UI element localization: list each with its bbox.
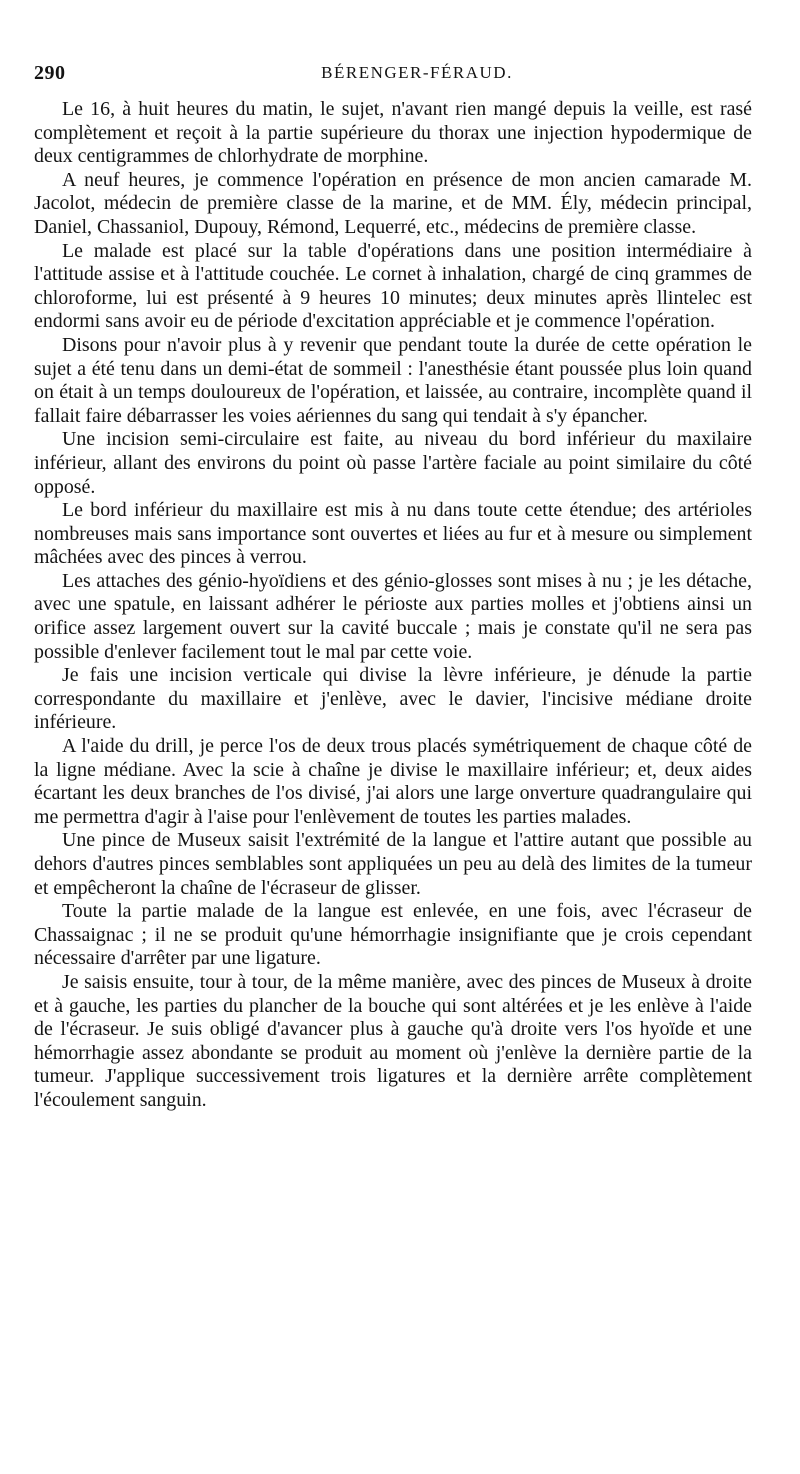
paragraph: Une pince de Museux saisit l'extrémité de la langue et l'attire autant que possible au dehors d'autres pinces semblables sont appliquées un peu au delà des limites de la tumeur et empêcheront la chaîne de l'écraseur de glisser. [34, 829, 752, 899]
paragraph: Je saisis ensuite, tour à tour, de la même manière, avec des pinces de Museux à droite et à gauche, les parties du plancher de la bouche qui sont altérées et je les enlève à l'aide de l'écraseur. Je suis obligé d'avancer plus à gauche qu'à droite vers l'os hyoïde et une hémorrhagie assez abondante se produit au moment où j'enlève la dernière partie de la tumeur. J'applique successivement trois ligatures et la dernière arrête complètement l'écoulement sanguin. [34, 970, 752, 1111]
paragraph: Les attaches des génio-hyoïdiens et des génio-glosses sont mises à nu ; je les détache, avec une spatule, en laissant adhérer le périoste aux parties molles et j'obtiens ainsi un orifice assez largement ouvert sur la cavité buccale ; mais je constate qu'il ne sera pas possible d'enlever facilement tout le mal par cette voie. [34, 569, 752, 663]
paragraph: Je fais une incision verticale qui divise la lèvre inférieure, je dénude la partie correspondante du maxillaire et j'enlève, avec le davier, l'incisive médiane droite inférieure. [34, 664, 752, 734]
paragraph: Une incision semi-circulaire est faite, au niveau du bord inférieur du maxilaire inférieur, allant des environs du point où passe l'artère faciale au point similaire du côté opposé. [34, 428, 752, 498]
page-header [34, 62, 760, 86]
paragraph: A neuf heures, je commence l'opération en présence de mon ancien camarade M. Jacolot, médecin de première classe de la marine, et de MM. Ély, médecin principal, Daniel, Chassaniol, Dupouy, Rémond, Lequerré, etc., médecins de première classe. [34, 168, 752, 238]
paragraph: Le 16, à huit heures du matin, le sujet, n'avant rien mangé depuis la veille, est rasé complètement et reçoit à la partie supérieure du thorax une injection hypodermique de deux centigrammes de chlorhydrate de morphine. [34, 98, 752, 168]
page-number: 290 [34, 62, 66, 84]
paragraph: A l'aide du drill, je perce l'os de deux trous placés symétriquement de chaque côté de la ligne médiane. Avec la scie à chaîne je divise le maxillaire inférieur; et, deux aides écartant les deux branches de l'os divisé, j'ai alors une large onverture quadrangulaire qui me permettra d'agir à l'aise pour l'enlèvement de toutes les parties malades. [34, 735, 752, 828]
paragraph: Disons pour n'avoir plus à y revenir que pendant toute la durée de cette opération le sujet a été tenu dans un demi-état de sommeil : l'anesthésie étant poussée plus loin quand on était à un temps douloureux de l'opération, et laissée, au contraire, incomplète quand il fallait faire débarrasser les voies aériennes du sang qui tendait à s'y épancher. [34, 333, 752, 427]
paragraph: Toute la partie malade de la langue est enlevée, en une fois, avec l'écraseur de Chassaignac ; il ne se produit qu'une hémorrhagie insignifiante que je crois cependant nécessaire d'arrêter par une ligature. [34, 900, 752, 970]
body-text [34, 98, 752, 1113]
paragraph: Le bord inférieur du maxillaire est mis à nu dans toute cette étendue; des artérioles nombreuses mais sans importance sont ouvertes et liées au fur et à mesure ou simplement mâchées avec des pinces à verrou. [34, 499, 752, 569]
paragraph: Le malade est placé sur la table d'opérations dans une position intermédiaire à l'attitude assise et à l'attitude couchée. Le cornet à inhalation, chargé de cinq grammes de chloroforme, lui est présenté à 9 heures 10 minutes; deux minutes après llintelec est endormi sans avoir eu de période d'excitation appréciable et je commence l'opération. [34, 239, 752, 333]
running-head: BÉRENGER-FÉRAUD. [321, 63, 513, 82]
